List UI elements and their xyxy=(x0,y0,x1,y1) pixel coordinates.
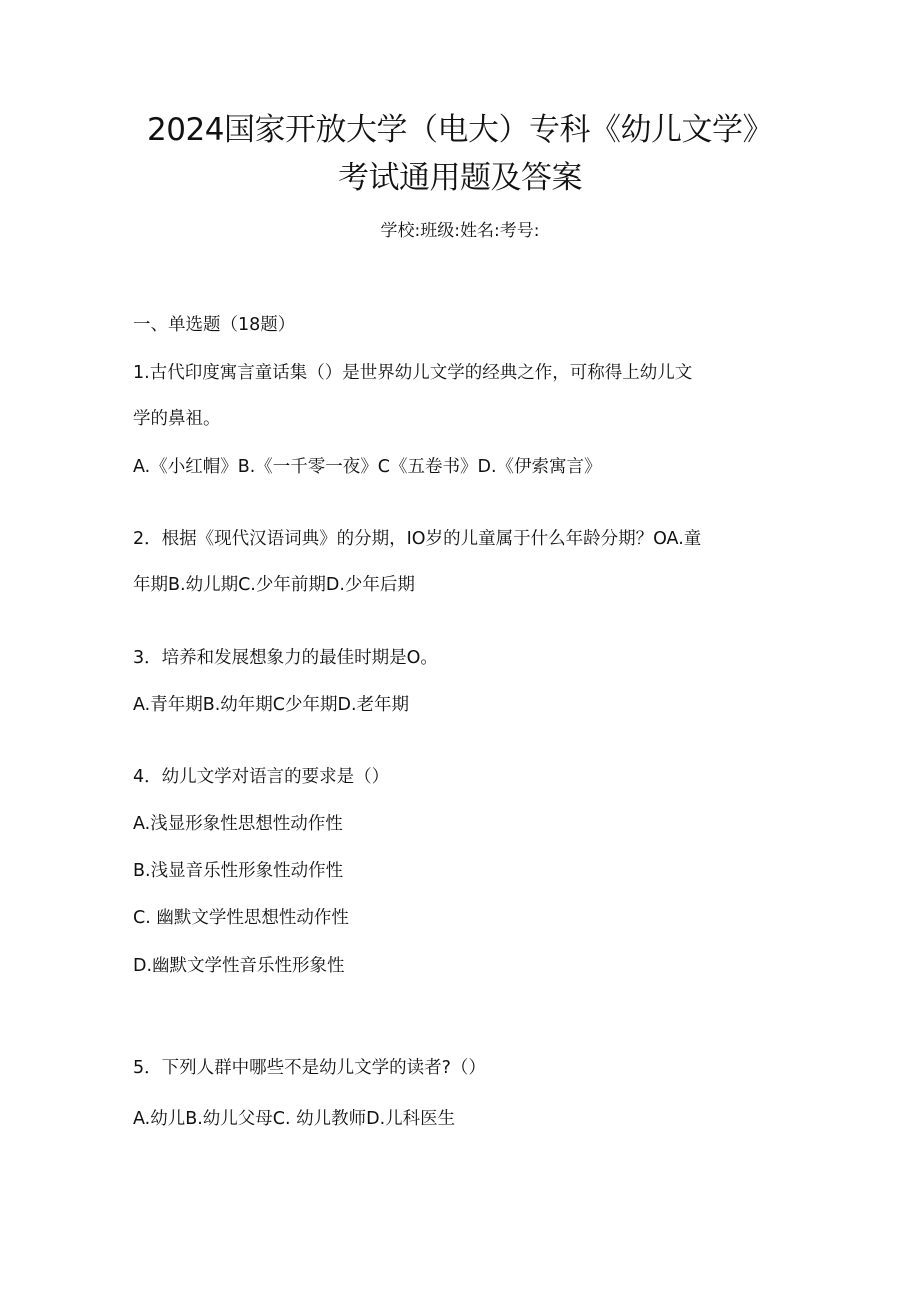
question-5-stem: 5．下列人群中哪些不是幼儿文学的读者?（） xyxy=(133,1058,486,1078)
question-4-stem: 4．幼儿文学对语言的要求是（） xyxy=(133,767,390,787)
question-4-option-d: D.幽默文学性音乐性形象性 xyxy=(133,956,345,976)
question-3-stem: 3．培养和发展想象力的最佳时期是O。 xyxy=(133,648,438,668)
document-title-line-2: 考试通用题及答案 xyxy=(338,160,582,196)
section-heading: 一、单选题（18题） xyxy=(133,315,296,335)
question-4-option-b: B.浅显音乐性形象性动作性 xyxy=(133,861,344,881)
question-1-stem-line-1: 1.古代印度寓言童话集（）是世界幼儿文学的经典之作，可称得上幼儿文 xyxy=(133,363,693,383)
question-2-stem-line-2: 年期B.幼儿期C.少年前期D.少年后期 xyxy=(133,575,415,595)
question-2-stem-line-1: 2．根据《现代汉语词典》的分期，IO岁的儿童属于什么年龄分期？OA.童 xyxy=(133,529,702,549)
question-1-options: A.《小红帽》B.《一千零一夜》C《五卷书》D.《伊索寓言》 xyxy=(133,457,602,477)
question-4-option-a: A.浅显形象性思想性动作性 xyxy=(133,814,343,834)
question-4-option-c: C. 幽默文学性思想性动作性 xyxy=(133,908,349,928)
student-info-line: 学校:班级:姓名:考号: xyxy=(380,221,540,241)
question-3-options: A.青年期B.幼年期C少年期D.老年期 xyxy=(133,695,410,715)
document-title-line-1: 2024国家开放大学（电大）专科《幼儿文学》 xyxy=(147,112,773,148)
question-5-options: A.幼儿B.幼儿父母C. 幼儿教师D.儿科医生 xyxy=(133,1109,456,1129)
question-1-stem-line-2: 学的鼻祖。 xyxy=(133,409,221,429)
